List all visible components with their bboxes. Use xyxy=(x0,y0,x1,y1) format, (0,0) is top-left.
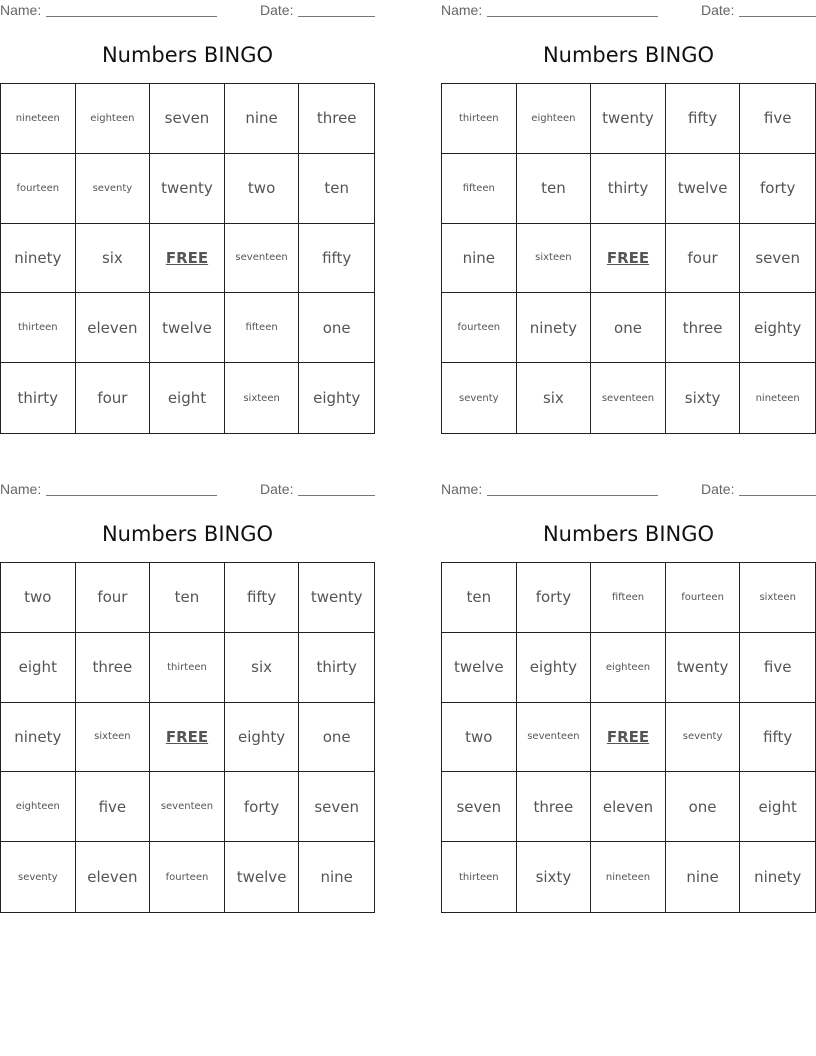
bingo-cell: six xyxy=(76,224,151,294)
date-blank-line xyxy=(298,495,375,496)
bingo-cell: thirteen xyxy=(442,842,517,912)
bingo-cell: forty xyxy=(517,563,592,633)
date-label: Date: xyxy=(260,2,294,18)
bingo-cell: sixty xyxy=(517,842,592,912)
bingo-cell: forty xyxy=(225,772,300,842)
bingo-cell: thirteen xyxy=(442,84,517,154)
bingo-cell: six xyxy=(517,363,592,433)
bingo-cell: fifteen xyxy=(442,154,517,224)
free-space-cell: FREE xyxy=(150,703,225,773)
bingo-grid xyxy=(441,562,816,913)
bingo-cell: sixteen xyxy=(225,363,300,433)
bingo-cell: two xyxy=(442,703,517,773)
date-label: Date: xyxy=(701,481,735,497)
bingo-cell: four xyxy=(76,363,151,433)
bingo-cell: twenty xyxy=(150,154,225,224)
name-blank-line xyxy=(46,16,217,17)
bingo-cell: thirty xyxy=(591,154,666,224)
bingo-cell: fifteen xyxy=(591,563,666,633)
bingo-cell: eighty xyxy=(225,703,300,773)
bingo-cell: seventeen xyxy=(591,363,666,433)
bingo-cell: twelve xyxy=(150,293,225,363)
bingo-cell: seventy xyxy=(1,842,76,912)
bingo-cell: two xyxy=(225,154,300,224)
card-title: Numbers BINGO xyxy=(101,522,274,546)
bingo-cell: three xyxy=(517,772,592,842)
bingo-cell: five xyxy=(740,84,815,154)
bingo-cell: three xyxy=(299,84,374,154)
bingo-cell: thirty xyxy=(1,363,76,433)
name-label: Name: xyxy=(441,481,483,497)
bingo-cell: five xyxy=(76,772,151,842)
bingo-cell: eleven xyxy=(76,842,151,912)
bingo-cell: fifty xyxy=(666,84,741,154)
name-label: Name: xyxy=(441,2,483,18)
bingo-card xyxy=(0,0,375,435)
bingo-cell: eighteen xyxy=(1,772,76,842)
bingo-cell: fifty xyxy=(225,563,300,633)
bingo-cell: four xyxy=(76,563,151,633)
bingo-cell: thirteen xyxy=(150,633,225,703)
bingo-cell: fourteen xyxy=(150,842,225,912)
date-label: Date: xyxy=(260,481,294,497)
card-title: Numbers BINGO xyxy=(542,43,715,67)
bingo-cell: two xyxy=(1,563,76,633)
bingo-cell: ten xyxy=(517,154,592,224)
bingo-cell: eighteen xyxy=(591,633,666,703)
bingo-cell: nine xyxy=(442,224,517,294)
free-space-cell: FREE xyxy=(591,703,666,773)
bingo-cell: one xyxy=(666,772,741,842)
bingo-cell: seventeen xyxy=(225,224,300,294)
bingo-cell: twelve xyxy=(442,633,517,703)
bingo-cell: ninety xyxy=(517,293,592,363)
bingo-cell: eight xyxy=(740,772,815,842)
bingo-cell: seven xyxy=(150,84,225,154)
bingo-cell: seventeen xyxy=(150,772,225,842)
bingo-cell: six xyxy=(225,633,300,703)
bingo-cell: seventeen xyxy=(517,703,592,773)
bingo-cell: eleven xyxy=(76,293,151,363)
bingo-cell: nineteen xyxy=(591,842,666,912)
bingo-cell: three xyxy=(666,293,741,363)
name-label: Name: xyxy=(0,2,42,18)
date-blank-line xyxy=(298,16,375,17)
bingo-cell: fourteen xyxy=(1,154,76,224)
bingo-cell: one xyxy=(591,293,666,363)
bingo-cell: sixteen xyxy=(740,563,815,633)
bingo-card xyxy=(441,0,816,435)
bingo-grid xyxy=(0,83,375,434)
bingo-cell: thirteen xyxy=(1,293,76,363)
bingo-cell: twelve xyxy=(666,154,741,224)
bingo-cell: ten xyxy=(442,563,517,633)
bingo-cell: sixteen xyxy=(76,703,151,773)
bingo-cell: thirty xyxy=(299,633,374,703)
bingo-cell: eight xyxy=(150,363,225,433)
bingo-cell: ninety xyxy=(754,868,802,887)
bingo-cell: one xyxy=(299,703,374,773)
bingo-cell: nine xyxy=(320,868,353,887)
bingo-cell: three xyxy=(76,633,151,703)
date-blank-line xyxy=(739,495,816,496)
bingo-grid xyxy=(0,562,375,913)
bingo-cell: nineteen xyxy=(1,84,76,154)
bingo-grid xyxy=(441,83,816,434)
bingo-card xyxy=(0,479,375,914)
bingo-cell: fifty xyxy=(299,224,374,294)
bingo-cell: nineteen xyxy=(755,392,800,404)
bingo-cell: seventy xyxy=(76,154,151,224)
bingo-cell: seven xyxy=(299,772,374,842)
bingo-cell: one xyxy=(299,293,374,363)
free-space-cell: FREE xyxy=(150,224,225,294)
name-blank-line xyxy=(487,495,658,496)
bingo-cell: sixteen xyxy=(517,224,592,294)
bingo-cell: five xyxy=(740,633,815,703)
date-blank-line xyxy=(739,16,816,17)
bingo-cell: eighty xyxy=(313,389,361,408)
bingo-cell: fifteen xyxy=(225,293,300,363)
name-blank-line xyxy=(46,495,217,496)
bingo-cell: twelve xyxy=(225,842,300,912)
bingo-cell: seventy xyxy=(442,363,517,433)
bingo-cell: ninety xyxy=(1,224,76,294)
bingo-cell: ninety xyxy=(1,703,76,773)
bingo-cell: twenty xyxy=(591,84,666,154)
bingo-cell: nine xyxy=(225,84,300,154)
free-space-cell: FREE xyxy=(591,224,666,294)
bingo-cell: eight xyxy=(1,633,76,703)
name-blank-line xyxy=(487,16,658,17)
bingo-cell: sixty xyxy=(666,363,741,433)
bingo-card xyxy=(441,479,816,914)
bingo-cell: twenty xyxy=(666,633,741,703)
date-label: Date: xyxy=(701,2,735,18)
card-title: Numbers BINGO xyxy=(101,43,274,67)
bingo-cell: nine xyxy=(666,842,741,912)
name-label: Name: xyxy=(0,481,42,497)
bingo-cell: forty xyxy=(740,154,815,224)
bingo-cell: twenty xyxy=(299,563,374,633)
bingo-cell: seven xyxy=(740,224,815,294)
bingo-cell: eighty xyxy=(740,293,815,363)
bingo-cell: fourteen xyxy=(442,293,517,363)
bingo-cell: seven xyxy=(442,772,517,842)
bingo-cell: eleven xyxy=(591,772,666,842)
card-title: Numbers BINGO xyxy=(542,522,715,546)
bingo-cell: four xyxy=(666,224,741,294)
bingo-cell: eighteen xyxy=(517,84,592,154)
bingo-cell: seventy xyxy=(666,703,741,773)
bingo-cell: ten xyxy=(299,154,374,224)
bingo-cell: ten xyxy=(150,563,225,633)
bingo-cell: eighteen xyxy=(76,84,151,154)
bingo-cell: eighty xyxy=(517,633,592,703)
bingo-cell: fourteen xyxy=(666,563,741,633)
bingo-cell: fifty xyxy=(740,703,815,773)
